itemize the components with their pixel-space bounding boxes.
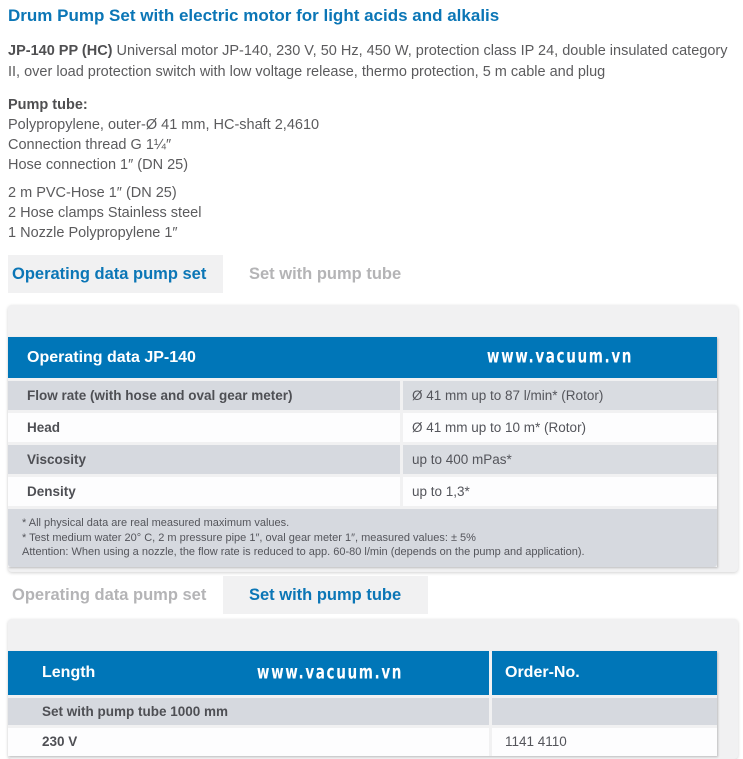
order-table-header [8, 651, 717, 695]
included-item: 1 Nozzle Polypropylene 1″ [8, 225, 178, 241]
operating-table-header [8, 337, 717, 378]
included-item: 2 m PVC-Hose 1″ (DN 25) [8, 185, 177, 201]
product-model: JP-140 PP (HC) [8, 43, 113, 59]
product-description [8, 41, 737, 83]
tab-operating-data-pump-set[interactable]: Operating data pump set [8, 576, 223, 614]
row-value: Ø 41 mm up to 10 m* (Rotor) [403, 413, 717, 442]
tabbar-operating-data [8, 255, 743, 293]
pump-tube-line: Polypropylene, outer-Ø 41 mm, HC-shaft 2,4610 [8, 117, 320, 133]
operating-data-table [8, 337, 717, 567]
pump-tube-section [8, 95, 735, 243]
group-header-label: Set with pump tube 1000 mm [8, 698, 489, 725]
product-description-text: Universal motor JP-140, 230 V, 50 Hz, 450 W, protection class IP 24, double insulated category II, over load protection switch with low voltage release, thermo protection, 5 m cable and plug [8, 43, 728, 80]
footnote-line: Attention: When using a nozzle, the flow rate is reduced to app. 60-80 l/min (depends on the pump and application). [22, 546, 585, 558]
row-label: Flow rate (with hose and oval gear meter) [8, 381, 400, 410]
row-length: 230 V [8, 728, 489, 756]
operating-table-title: Operating data JP-140 [27, 349, 196, 366]
tab-operating-data-pump-set[interactable]: Operating data pump set [8, 255, 223, 293]
order-panel [8, 619, 738, 759]
included-items [8, 183, 735, 243]
vacuum-watermark: www.vacuum.vn [256, 661, 404, 684]
column-header-order-no: Order-No. [492, 651, 717, 695]
row-value: Ø 41 mm up to 87 l/min* (Rotor) [403, 381, 717, 410]
tab-set-with-pump-tube[interactable]: Set with pump tube [223, 255, 428, 293]
group-header-empty [492, 698, 717, 725]
table-row [8, 728, 717, 756]
page-title: Drum Pump Set with electric motor for light acids and alkalis [8, 6, 500, 25]
pump-tube-heading: Pump tube: [8, 97, 88, 113]
tabbar-set-with-pump-tube [8, 576, 743, 614]
vacuum-watermark: www.vacuum.vn [486, 346, 634, 368]
operating-data-panel [8, 305, 738, 572]
included-item: 2 Hose clamps Stainless steel [8, 205, 202, 221]
pump-tube-line: Connection thread G 1¼″ [8, 137, 172, 153]
pump-tube-line: Hose connection 1″ (DN 25) [8, 157, 189, 173]
footnote-line: * Test medium water 20° C, 2 m pressure pipe 1″, oval gear meter 1″, measured values: ± 5% [22, 531, 476, 544]
column-header-length: Length [8, 651, 489, 695]
table-row [8, 413, 717, 442]
row-order-no: 1141 4110 [492, 728, 717, 756]
row-label: Viscosity [8, 445, 400, 474]
table-row [8, 477, 717, 506]
row-value: up to 1,3* [403, 477, 717, 506]
tab-set-with-pump-tube[interactable]: Set with pump tube [223, 576, 428, 614]
table-group-row [8, 698, 717, 725]
row-label: Head [8, 413, 400, 442]
row-label: Density [8, 477, 400, 506]
footnote-line: * All physical data are real measured maximum values. [22, 517, 290, 529]
table-footnotes [8, 509, 717, 567]
row-value: up to 400 mPas* [403, 445, 717, 474]
order-table [8, 651, 717, 756]
table-row [8, 381, 717, 410]
table-row [8, 445, 717, 474]
